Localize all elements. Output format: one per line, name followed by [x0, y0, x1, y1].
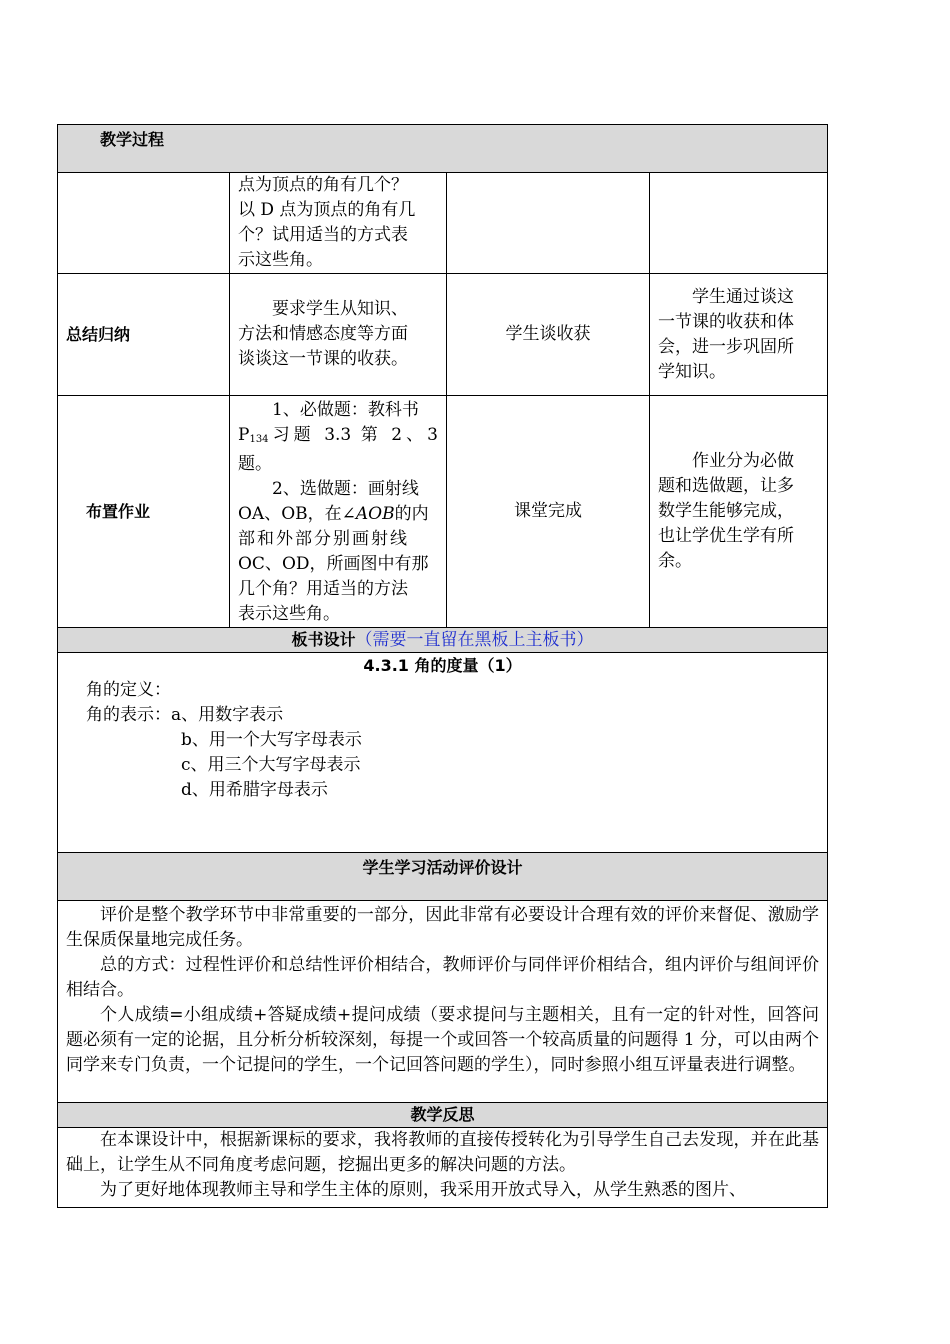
summary-intent-cell — [650, 274, 828, 396]
text-line: OC、OD，所画图中有那 — [238, 554, 429, 574]
text-line: 方法和情感态度等方面 — [238, 324, 408, 344]
summary-student-cell: 学生谈收获 — [447, 274, 650, 396]
text-line: 谈谈这一节课的收获。 — [238, 349, 408, 369]
reflection-content-row — [58, 1128, 828, 1208]
lesson-plan-table — [57, 124, 828, 1208]
text-line: 题和选做题，让多 — [658, 476, 794, 496]
text-line: 学知识。 — [658, 361, 726, 382]
text-line: 学生通过谈这 — [692, 286, 794, 307]
reflection-heading-row — [58, 1103, 828, 1128]
text-line: 2、选做题：画射线 — [272, 479, 419, 499]
evaluation-heading: 学生学习活动评价设计 — [58, 853, 828, 901]
reflection-content-cell — [58, 1128, 828, 1208]
text-line: 也让学优生学有所 — [658, 526, 794, 546]
text-line: 会，进一步巩固所 — [658, 336, 794, 357]
text-line: 以 D 点为顶点的角有几 — [238, 200, 416, 220]
board-content-row — [58, 653, 828, 853]
text-line: 1、必做题：教科书 — [272, 400, 419, 420]
subscript: 134 — [249, 434, 269, 445]
lesson-plan-page — [57, 124, 827, 1208]
text-line: 数学生能够完成， — [658, 501, 794, 521]
text-line: 一节课的收获和体 — [658, 311, 794, 332]
evaluation-paragraph: 个人成绩=小组成绩+答疑成绩+提问成绩（要求提问与主题相关，且有一定的针对性，回答问题必须有一定的论据，且分析分析较深刻，每提一个或回答一个较高质量的问题得 1 分，可以由两个同学来专门负责，一个记提问的学生，一个记回答问题的学生），同时参照小组互评量表进行调整。 — [66, 1005, 820, 1075]
text-span: OA、OB，在 — [238, 504, 342, 524]
board-heading-note: （需要一直留在黑板上主板书） — [355, 630, 594, 650]
board-heading-row — [58, 628, 828, 653]
text-line: 表示这些角。 — [238, 604, 340, 624]
continue-row — [58, 173, 828, 274]
text-span: P — [238, 425, 250, 445]
evaluation-paragraph: 评价是整个教学环节中非常重要的一部分，因此非常有必要设计合理有效的评价来督促、激励学生保质保量地完成任务。 — [66, 905, 820, 950]
evaluation-content-cell — [58, 901, 828, 1103]
reflection-paragraph: 在本课设计中，根据新课标的要求，我将教师的直接传授转化为引导学生自己去发现，并在此基础上，让学生从不同角度考虑问题，挖掘出更多的解决问题的方法。 — [66, 1130, 820, 1175]
text-line: 作业分为必做 — [692, 451, 794, 471]
evaluation-content-row — [58, 901, 828, 1103]
homework-student-cell: 课堂完成 — [447, 396, 650, 628]
text-line — [238, 502, 438, 527]
evaluation-paragraph: 总的方式：过程性评价和总结性评价相结合，教师评价与同伴评价相结合，组内评价与组间评价相结合。 — [66, 955, 820, 1000]
text-line: 部和外部分别画射线 — [238, 529, 409, 549]
text-span: 的内 — [394, 504, 429, 524]
homework-label: 布置作业 — [58, 396, 230, 628]
evaluation-heading-row — [58, 853, 828, 901]
board-heading: 板书设计 — [291, 630, 356, 649]
board-line: 角的定义： — [86, 680, 171, 700]
board-title: 4.3.1 角的度量（1） — [363, 656, 522, 675]
board-line: c、用三个大写字母表示 — [181, 755, 361, 775]
summary-label: 总结归纳 — [58, 274, 230, 396]
text-line: 个？试用适当的方式表 — [238, 225, 408, 245]
homework-intent-cell — [650, 396, 828, 628]
text-span: 习题 3.3 第 2、3 题。 — [238, 425, 438, 474]
reflection-heading: 教学反思 — [58, 1103, 828, 1128]
continue-student-cell — [447, 173, 650, 274]
angle-symbol: ∠AOB — [341, 504, 395, 524]
homework-row — [58, 396, 828, 628]
summary-teacher-cell — [230, 274, 447, 396]
board-heading-cell — [58, 628, 828, 653]
continue-intent-cell — [650, 173, 828, 274]
board-content-cell — [58, 653, 828, 853]
board-line: d、用希腊字母表示 — [181, 780, 328, 800]
continue-teacher-cell — [230, 173, 447, 274]
board-line: 角的表示：a、用数字表示 — [86, 705, 284, 725]
homework-teacher-cell — [230, 396, 447, 628]
continue-label-cell — [58, 173, 230, 274]
text-line: 余。 — [658, 551, 692, 571]
text-line: 示这些角。 — [238, 250, 323, 270]
process-header: 教学过程 — [58, 125, 828, 173]
text-line — [238, 423, 438, 477]
summary-row — [58, 274, 828, 396]
text-line: 要求学生从知识、 — [272, 299, 408, 319]
reflection-paragraph: 为了更好地体现教师主导和学生主体的原则，我采用开放式导入，从学生熟悉的图片、 — [100, 1180, 746, 1200]
process-header-row — [58, 125, 828, 173]
board-line: b、用一个大写字母表示 — [181, 730, 362, 750]
text-line: 几个角？用适当的方法 — [238, 579, 408, 599]
text-line: 点为顶点的角有几个？ — [238, 175, 408, 195]
